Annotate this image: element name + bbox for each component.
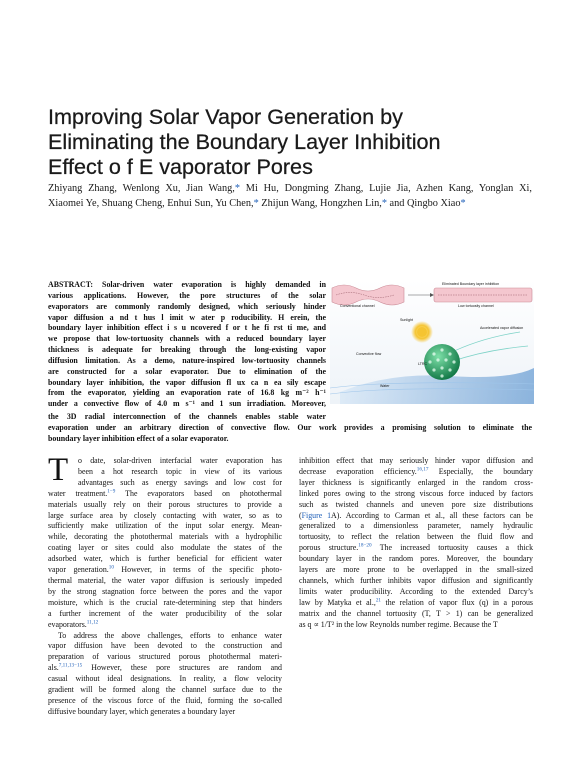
body-line (48, 554, 282, 565)
toc-label-accelerated: Accelerated vapor diffusion (480, 326, 524, 330)
toc-label-low-tortuosity: Low tortuosity channel (458, 304, 494, 308)
author-text: Xiaomei Ye, Shuang Cheng, Enhui Sun, Yu Chen, (48, 197, 254, 209)
body-line (48, 467, 282, 478)
toc-label-convective: Convective flow (356, 352, 382, 356)
author-text: Zhijun Wang, Hongzhen Lin, (258, 197, 382, 209)
body-text: diffusive boundary layer, which generates a boundary layer (48, 706, 236, 716)
citation-ref[interactable]: 18−20 (358, 542, 372, 549)
toc-label-water: Water (380, 384, 390, 388)
body-text: Especially, the boundary (428, 466, 533, 476)
abstract-line: evaporators are commonly randomly designed, which seriously hinder (48, 301, 326, 311)
sun-core (417, 327, 427, 337)
body-text: the relation of vapor flux (q) in a porous (381, 597, 533, 607)
body-line (48, 587, 282, 598)
body-line (48, 532, 282, 543)
title-line: Effect o f E vaporator Pores (48, 154, 313, 179)
toc-illustration (330, 280, 534, 404)
body-column-right (299, 456, 533, 631)
body-line (48, 631, 282, 642)
body-line (299, 456, 533, 467)
abstract-line: we propose that low-tortuosity channels with a reduced boundary layer (48, 334, 326, 344)
body-text: such as twisted channels and uneven pore size distributions (299, 499, 533, 509)
body-text: boundary layer in the random pores. Moreover, the boundary (299, 554, 533, 564)
body-text: a further increment of the water producibility of the solar (48, 608, 282, 618)
body-line (48, 652, 282, 663)
body-text: channels, which further inhibits vapor diffusion and significantly (299, 575, 533, 585)
body-text: been a hot research topic in view of its various (78, 466, 282, 476)
body-text: as q ∝ 1/T² in the low Reynolds number regime. Because the T (299, 619, 498, 629)
body-text: advantages such as energy savings and low cost for (78, 477, 282, 487)
body-text: water treatment. (48, 488, 108, 498)
body-text: tortuosity, to reflect the relation between the fluid flow and (299, 532, 533, 542)
abstract-line: are constructed for a solar evaporator. Due to elimination of the (48, 366, 326, 376)
toc-label-eliminated: Eliminated Boundary layer inhibition (442, 282, 500, 286)
body-text: vapor generation. (48, 565, 109, 575)
body-line (299, 532, 533, 543)
body-text: porous structure. (299, 543, 359, 553)
body-line (48, 478, 282, 489)
body-text: generalized to a dimensionless parameter, namely hydraulic (299, 521, 533, 531)
body-line (48, 609, 282, 620)
body-text: inhibition effect that may seriously hinder vapor diffusion and (299, 456, 533, 465)
corresponding-star[interactable]: * (234, 183, 240, 194)
body-line (299, 598, 533, 609)
toc-label-ltrc: LTRC (418, 362, 428, 366)
abstract-line: boundary layer inhibition effect of a solar evaporator. (48, 433, 229, 443)
body-line (48, 674, 282, 685)
body-line (299, 554, 533, 565)
abstract-line: vapor diffusion a nd t hus l imit w ater p roducibility. H erein, the (48, 312, 326, 322)
body-line (48, 685, 282, 696)
citation-ref[interactable]: 10 (108, 564, 114, 571)
body-text: layer thickness is significantly enlarged in the random cross- (299, 477, 533, 487)
body-text: coating layer or sites could also modulate the states of the (48, 543, 282, 553)
title-line: Eliminating the Boundary Layer Inhibition (48, 129, 441, 154)
body-text: To address the above challenges, efforts to enhance water (58, 630, 282, 640)
body-line (299, 521, 533, 532)
abstract-line: from the evaporator, yielding an evaporation rate of 16.8 kg m⁻² h⁻¹ (48, 388, 326, 398)
body-line (299, 489, 533, 500)
body-column-left (48, 452, 283, 718)
corresponding-star[interactable]: * (381, 197, 387, 209)
toc-label-sunlight: Sunlight (400, 318, 413, 322)
body-text: vapor diffusion have been devoted to the construction and (48, 641, 282, 651)
drop-cap: T (48, 452, 69, 488)
body-text: layers are more prone to be overlapped in the small-sized (299, 565, 533, 575)
body-line (299, 587, 533, 598)
corresponding-star[interactable]: * (253, 197, 259, 209)
body-line (299, 467, 533, 478)
body-text: by the strong stagnation force between the pores and the vapor (48, 586, 282, 596)
body-line (48, 598, 282, 609)
body-line (299, 620, 533, 631)
citation-ref[interactable]: 21 (375, 597, 381, 604)
toc-label-conventional: Conventional channel (340, 304, 375, 308)
body-line (48, 456, 282, 467)
body-line (48, 489, 282, 500)
abstract-line: the 3D radial interconnection of the channels enables stable water (48, 412, 326, 421)
author-text: and Qingbo Xiao (386, 197, 461, 209)
abstract-line: diffusion limitation. As a demo, nature-inspired low-tortuosity channels (48, 355, 326, 365)
body-text: gradient will be formed along the channel surface due to the (48, 685, 282, 695)
body-line (48, 576, 282, 587)
body-line (299, 543, 533, 554)
body-text: However, in terms of the specific photo- (113, 565, 283, 575)
citation-ref[interactable]: 16,17 (416, 466, 429, 473)
body-line (299, 565, 533, 576)
citation-ref[interactable]: 1−9 (107, 488, 116, 495)
paper-title (48, 104, 548, 179)
body-line (48, 500, 282, 511)
abstract-line: boundary layer inhibition, the vapor diffusion fl ux ca n ea sily escape (48, 377, 326, 387)
body-text: o date, solar-driven interfacial water evaporation has (78, 456, 282, 465)
abstract-line: various applications. However, the pore structures of the solar (48, 290, 326, 300)
body-line (299, 576, 533, 587)
body-text: A). According to Carman et al., all these factors can be (331, 510, 533, 520)
body-line (299, 609, 533, 620)
abstract-line: thickness is adequate for breaking through the long-existing vapor (48, 345, 326, 355)
body-line (48, 620, 282, 631)
title-line: Improving Solar Vapor Generation by (48, 104, 403, 129)
body-text: The evaporators based on photothermal (115, 488, 282, 498)
body-text: als. (48, 663, 59, 673)
abstract-line: evaporation under an arbitrary direction of convective flow. Our work provides a promising solution to eliminate the (48, 422, 532, 432)
abstract-line (48, 280, 326, 291)
body-text: presence of the viscous force of the fluid, forming the so-called (48, 695, 282, 705)
author-list (48, 182, 532, 211)
body-line (48, 511, 282, 522)
body-line (48, 696, 282, 707)
body-text: The increased tortuosity causes a thick (371, 543, 534, 553)
abstract (48, 280, 326, 410)
body-line (299, 500, 533, 511)
body-text: law by Matyka et al., (299, 597, 376, 607)
body-text: moisture, which is the crucial rate-determining step that hinders (48, 597, 282, 607)
body-text: thermal material, the water vapor diffusion is seriously impeded (48, 575, 282, 585)
body-text: while, decorating the photothermal materials with a hydrophilic (48, 532, 282, 542)
abstract-line: boundary layer inhibition effect i s u ncovered f or t he fi rst ti me, and (48, 323, 326, 333)
body-line (48, 641, 282, 652)
corresponding-star[interactable]: * (460, 197, 466, 209)
toc-graphic (330, 280, 534, 404)
body-line (48, 565, 282, 576)
citation-ref[interactable]: 7,11,13−15 (58, 662, 83, 669)
body-text: linked pores owing to the strong viscous force induced by factors (299, 488, 533, 498)
body-text: evaporators. (48, 619, 87, 629)
figure-link[interactable]: Figure 1 (301, 510, 332, 520)
body-line (299, 478, 533, 489)
body-text: matrix and the channel tortuosity (T, T > 1) can be generalized (299, 608, 533, 618)
body-text: materials usually rely on their porous structures to provide a (48, 499, 282, 509)
body-text: adsorbed water, which is further beneficial for efficient water (48, 554, 282, 564)
abstract-line: under a convective flow of 4.0 m s⁻¹ and 1 sun irradiation. Moreover, (48, 399, 326, 409)
author-text: Zhiyang Zhang, Wenlong Xu, Jian Wang, (48, 183, 235, 194)
body-line (48, 663, 282, 674)
body-line (48, 707, 282, 718)
body-text: preparation of various structured porous photothermal materi- (48, 652, 282, 662)
body-text: ( (299, 510, 302, 520)
abstract-text: Solar-driven water evaporation is highly demanded in (93, 280, 326, 289)
body-text: decrease evaporation efficiency. (299, 466, 417, 476)
body-text: large surface area by closely contacting with water, so as to (48, 510, 282, 520)
citation-ref[interactable]: 11,12 (86, 618, 99, 625)
abstract-label: ABSTRACT: (48, 280, 94, 289)
body-text: sufficiently make utilization of the input solar energy. Mean- (48, 521, 282, 531)
body-line (48, 543, 282, 554)
author-text: Mi Hu, Dongming Zhang, Lujie Jia, Azhen Kang, Yonglan Xi, (240, 183, 532, 194)
body-line (299, 511, 533, 522)
body-line (48, 521, 282, 532)
body-text: limits water producibility. According to the extended Darcy’s (299, 586, 533, 596)
body-text: casual without ideal designations. In reality, a flow velocity (48, 674, 282, 684)
body-text: However, these pore structures are random and (82, 663, 282, 673)
abstract-continued (48, 412, 532, 445)
author-line (48, 197, 532, 212)
author-line (48, 182, 532, 197)
